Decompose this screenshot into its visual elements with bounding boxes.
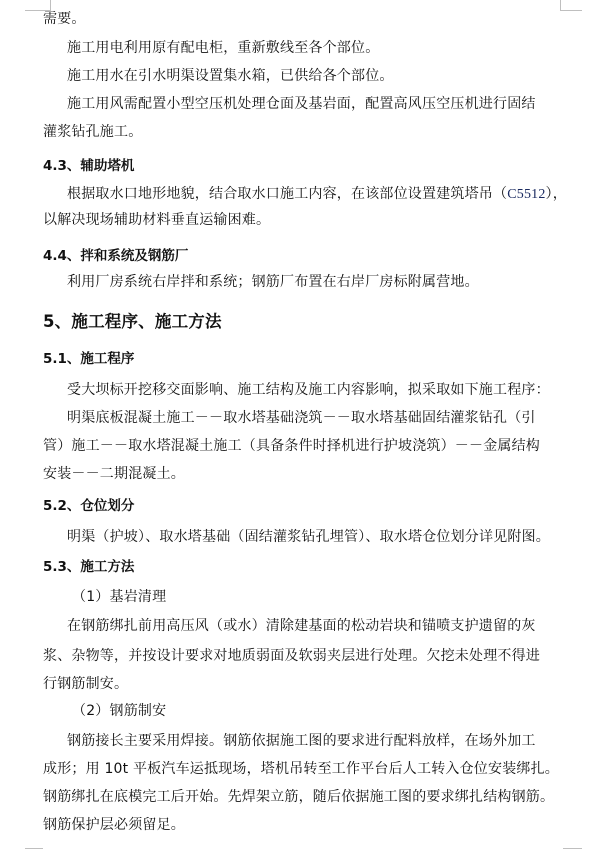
paragraph-tower-crane-cont: 以解决现场辅助材料垂直运输困难。 <box>43 212 271 228</box>
paragraph-procedure-intro: 受大坝标开挖移交面影响、施工结构及施工内容影响，拟采取如下施工程序： <box>67 382 550 398</box>
heading-5-3: 5.3、施工方法 <box>43 559 135 575</box>
paragraph-bedrock: 在钢筋绑扎前用高压风（或水）清除建基面的松动岩块和锚喷支护遗留的灰 <box>67 618 536 634</box>
paragraph-procedure-steps-cont1: 管）施工－－取水塔混凝土施工（具备条件时择机进行护坡浇筑）－－金属结构 <box>43 438 540 454</box>
tower-crane-text-after: ）， <box>545 186 567 202</box>
paragraph-rebar-cont1: 成形；用 10t 平板汽车运抵现场，塔机吊转至工作平台后人工转入仓位安装绑扎。 <box>43 761 560 777</box>
paragraph-rebar: 钢筋接长主要采用焊接。钢筋依据施工图的要求进行配料放样，在场外加工 <box>67 733 536 749</box>
paragraph-air: 施工用风需配置小型空压机处理仓面及基岩面，配置高风压空压机进行固结 <box>67 96 536 112</box>
heading-5-2: 5.2、仓位划分 <box>43 498 135 514</box>
tower-crane-text-before: 根据取水口地形地貌，结合取水口施工内容，在该部位设置建筑塔吊（ <box>67 186 508 202</box>
heading-4-3: 4.3、辅助塔机 <box>43 158 135 174</box>
paragraph-mixing-system: 利用厂房系统右岸拌和系统；钢筋厂布置在右岸厂房标附属营地。 <box>67 274 479 290</box>
paragraph-pour-division: 明渠（护坡）、取水塔基础（固结灌浆钻孔埋管）、取水塔仓位划分详见附图。 <box>67 529 550 545</box>
paragraph-water: 施工用水在引水明渠设置集水箱，已供给各个部位。 <box>67 68 394 84</box>
heading-4-4: 4.4、拌和系统及钢筋厂 <box>43 248 189 264</box>
heading-5-1: 5.1、施工程序 <box>43 351 135 367</box>
subitem-rebar-installation: （2）钢筋制安 <box>72 703 167 719</box>
paragraph-procedure-steps-cont2: 安装－－二期混凝土。 <box>43 466 185 482</box>
crane-model-code: C5512 <box>507 187 546 202</box>
subitem-bedrock-cleaning: （1）基岩清理 <box>72 589 167 605</box>
paragraph-rebar-cont3: 钢筋保护层必须留足。 <box>43 817 185 833</box>
paragraph-tower-crane <box>67 185 573 204</box>
crop-mark-bottom-right-h <box>563 848 582 849</box>
paragraph-procedure-steps: 明渠底板混凝土施工－－取水塔基础浇筑－－取水塔基础固结灌浆钻孔（引 <box>67 410 536 426</box>
paragraph-power: 施工用电利用原有配电柜，重新敷线至各个部位。 <box>67 40 380 56</box>
paragraph-bedrock-cont2: 行钢筋制安。 <box>43 676 129 692</box>
paragraph-continuation: 需要。 <box>43 11 86 27</box>
paragraph-rebar-cont2: 钢筋绑扎在底模完工后开始。先焊架立筋，随后依据施工图的要求绑扎结构钢筋。 <box>43 789 555 805</box>
heading-5: 5、施工程序、施工方法 <box>43 312 222 331</box>
paragraph-air-cont: 灌浆钻孔施工。 <box>43 124 143 140</box>
crop-mark-bottom-left-h <box>25 848 43 849</box>
paragraph-bedrock-cont1: 浆、杂物等，并按设计要求对地质弱面及软弱夹层进行处理。欠挖未处理不得进 <box>43 648 540 664</box>
